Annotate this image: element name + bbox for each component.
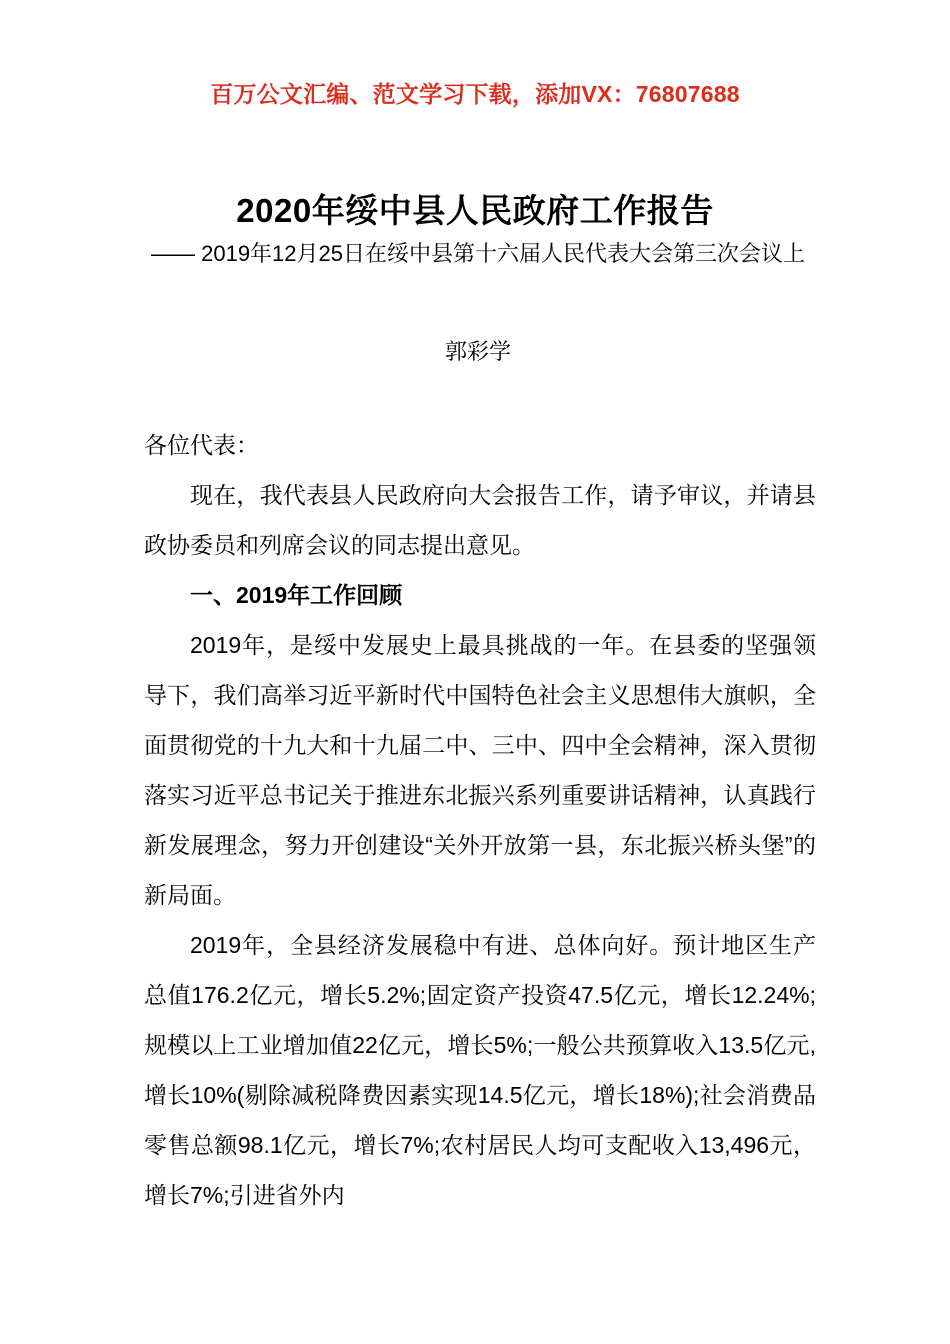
paragraph-list (144, 470, 816, 1220)
document-subtitle: —— 2019年12月25日在绥中县第十六届人民代表大会第三次会议上 (151, 241, 805, 266)
section-heading-1: 一、2019年工作回顾 (190, 582, 403, 608)
review-intro: 2019年，是绥中发展史上最具挑战的一年。在县委的坚强领导下，我们高举习近平新时代中国特色社会主义思想伟大旗帜，全面贯彻党的十九大和十九届二中、三中、四中全会精神，深入贯彻落实习近平总书记关于推进东北振兴系列重要讲话精神，认真践行新发展理念，努力开创建设“关外开放第一县，东北振兴桥头堡”的新局面。 (144, 632, 816, 908)
page-title: 2020年绥中县人民政府工作报告 (236, 192, 714, 230)
opening: 现在，我代表县人民政府向大会报告工作，请予审议，并请县政协委员和列席会议的同志提出意见。 (144, 482, 816, 558)
salutation: 各位代表： (144, 432, 259, 458)
document-body (144, 420, 816, 1220)
document-author: 郭彩学 (444, 339, 511, 364)
economic-indicators: 2019年，全县经济发展稳中有进、总体向好。预计地区生产总值176.2亿元，增长5.2%;固定资产投资47.5亿元，增长12.24%;规模以上工业增加值22亿元，增长5%;一般公共预算收入13.5亿元,增长10%(剔除减税降费因素实现14.5亿元，增长18%);社会消费品零售总额98.1亿元，增长7%;农村居民人均可支配收入13,496元，增长7%;引进省外内 (144, 932, 816, 1208)
promo-header-text: 百万公文汇编、范文学习下载，添加VX：76807688 (210, 81, 740, 107)
